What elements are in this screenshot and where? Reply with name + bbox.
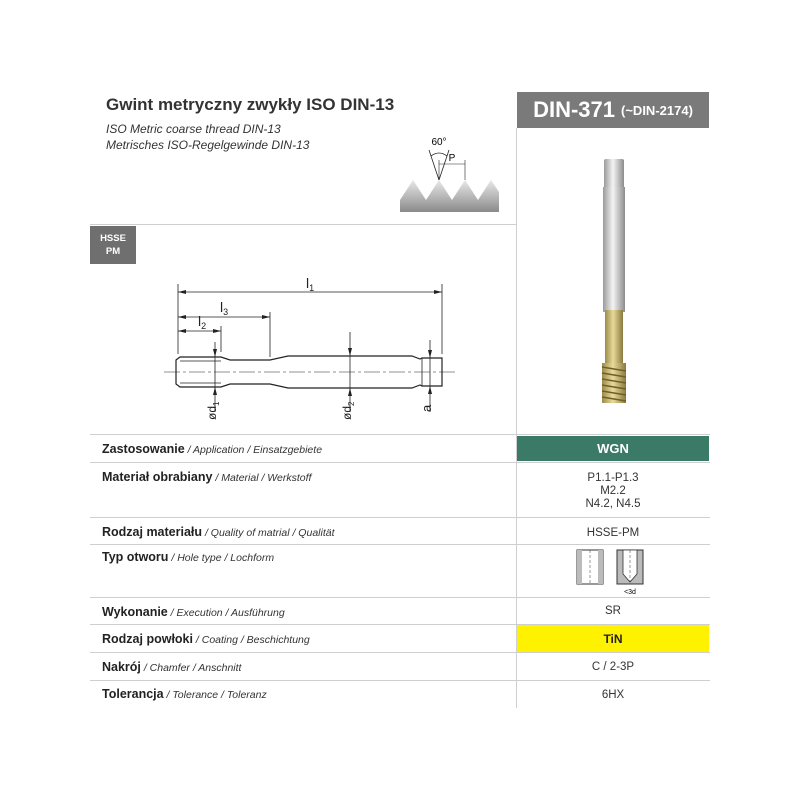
hole-type-icons xyxy=(575,548,645,596)
material-badge xyxy=(90,226,136,264)
row-separator xyxy=(90,680,710,681)
standard-alt: (~DIN-2174) xyxy=(621,102,693,118)
pitch-label: P xyxy=(448,153,456,164)
label-a: a xyxy=(419,404,434,412)
application-value: WGN xyxy=(517,436,709,461)
angle-label: 60° xyxy=(431,137,447,148)
label-l3: $l_3$ xyxy=(220,299,229,317)
row-separator xyxy=(90,652,710,653)
label-d1: $ød_1$ xyxy=(205,401,221,420)
chamfer-value: C / 2-3P xyxy=(591,661,635,673)
tolerance-value: 6HX xyxy=(601,689,625,701)
standard-main: DIN-371 xyxy=(533,97,616,122)
row-separator xyxy=(90,517,710,518)
row-chamfer-label: Nakrój / Chamfer / Anschnitt xyxy=(102,660,242,674)
section-divider xyxy=(90,224,516,225)
through-hole-icon xyxy=(577,550,603,584)
coating-value: TiN xyxy=(517,625,709,652)
row-application-label: Zastosowanie / Application / Einsatzgebiete xyxy=(102,442,323,456)
label-d2: $ød_2$ xyxy=(340,401,356,420)
row-separator xyxy=(90,462,710,463)
tap-neck-coated xyxy=(605,310,623,365)
execution-value: SR xyxy=(605,605,621,617)
tap-product-image xyxy=(595,155,635,415)
quality-value: HSSE-PM xyxy=(586,527,640,539)
hole-depth-label: <3d xyxy=(624,589,636,596)
row-material-label: Materiał obrabiany / Material / Werkstoff xyxy=(102,470,312,484)
title-english: ISO Metric coarse thread DIN-13 xyxy=(106,122,281,136)
row-tolerance-label: Tolerancja / Tolerance / Toleranz xyxy=(102,687,267,701)
row-separator xyxy=(90,544,710,545)
label-l2: $l_2$ xyxy=(198,313,207,331)
material-value: P1.1-P1.3 M2.2 N4.2, N4.5 xyxy=(585,472,641,510)
row-separator xyxy=(90,597,710,598)
title-german: Metrisches ISO-Regelgewinde DIN-13 xyxy=(106,138,310,152)
angle-arc xyxy=(431,153,447,156)
row-coating-label: Rodzaj powłoki / Coating / Beschichtung xyxy=(102,632,310,646)
thread-teeth-shape xyxy=(400,180,499,212)
material-badge-line1: HSSE xyxy=(100,233,126,244)
tap-square-end xyxy=(604,159,624,189)
blind-hole-icon xyxy=(617,550,643,584)
thread-profile-diagram xyxy=(395,128,505,216)
tap-thread xyxy=(602,363,626,403)
standard-badge xyxy=(517,92,709,128)
row-separator xyxy=(90,434,710,435)
title-polish: Gwint metryczny zwykły ISO DIN-13 xyxy=(106,95,395,114)
row-quality-label: Rodzaj materiału / Quality of matrial / Qualität xyxy=(102,525,335,539)
column-divider xyxy=(516,128,517,708)
label-l1: $l_1$ xyxy=(306,275,315,293)
row-hole-type-label: Typ otworu / Hole type / Lochform xyxy=(102,550,275,564)
material-badge-line2: PM xyxy=(105,246,121,257)
row-execution-label: Wykonanie / Execution / Ausführung xyxy=(102,605,285,619)
tap-technical-drawing xyxy=(150,262,460,422)
tap-shank xyxy=(603,187,625,312)
